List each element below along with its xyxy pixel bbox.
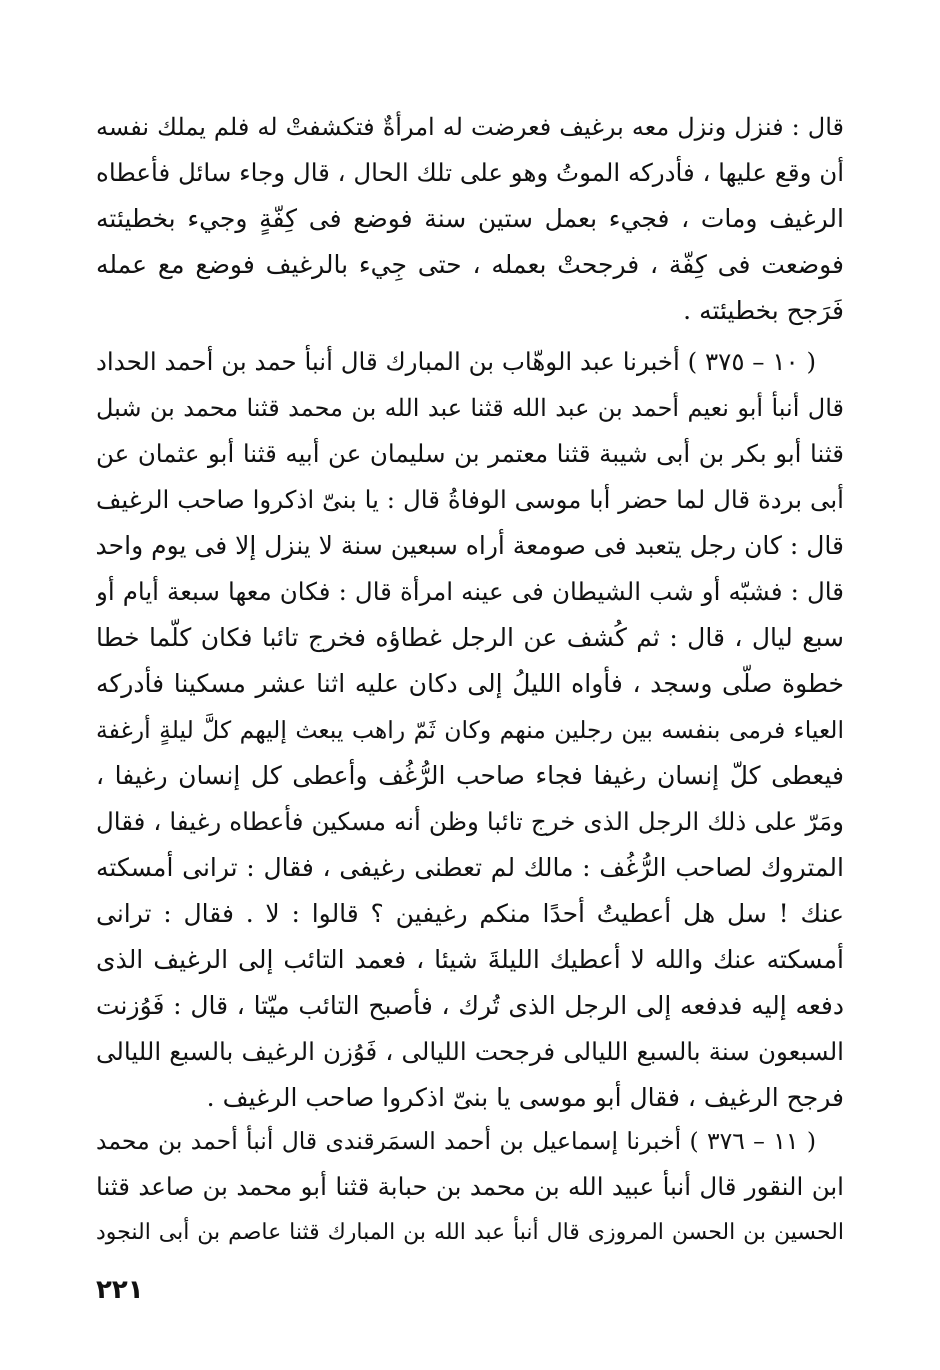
text-line: فرجح الرغيف ، فقال أبو موسى يا بنىّ اذكروا صاحب الرغيف . [206,1083,844,1112]
text-line: سبع ليال ، قال : ثم كُشف عن الرجل غطاؤه فخرج تائبا فكان كلّما خطا [96,623,844,652]
text-line: فوضعت فى كِفّة ، فرجحتْ بعمله ، حتى جِيء بالرغيف فوضع مع عمله [96,250,844,279]
text-line: فَرَجح بخطيئته . [683,296,844,325]
text-line: ( ١١ – ٣٧٦ ) أخبرنا إسماعيل بن أحمد السمَرقندى قال أنبأ أحمد بن محمد [96,1127,816,1155]
text-line: قال : فنزل ونزل معه برغيف فعرضت له امرأةٌ فتكشفتْ له فلم يملك نفسه [96,113,844,141]
text-line: فيعطى كلّ إنسان رغيفا فجاء صاحب الرُّغُف وأعطى كل إنسان رغيفا ، [96,761,844,790]
text-line: ابن النقور قال أنبأ عبيد الله بن محمد بن حبابة قثنا أبو محمد بن صاعد قثنا [96,1172,844,1201]
text-line: ومَرّ على ذلك الرجل الذى خرج تائبا وظن أنه مسكين فأعطاه رغيفا ، فقال [96,807,844,836]
text-line: أمسكته عنك والله لا أعطيك الليلةَ شيئا ، فعمد التائب إلى الرغيف الذى [96,945,844,974]
text-line: العياء فرمى بنفسه بين رجلين منهم وكان ثَمّ راهب يبعث إليهم كلَّ ليلةٍ أرغفة [96,716,844,744]
text-line: عنك ! سل هل أعطيتُ أحدًا منكم رغيفين ؟ قالوا : لا . فقال : ترانى [96,899,844,928]
text-line: أن وقع عليها ، فأدركه الموتُ وهو على تلك الحال ، قال وجاء سائل فأعطاه [96,158,844,187]
text-line: خطوة صلّى وسجد ، فأواه الليلُ إلى دكان عليه اثنا عشر مسكينا فأدركه [96,669,844,698]
text-line: المتروك لصاحب الرُّغُف : مالك لم تعطنى رغيفى ، فقال : ترانى أمسكته [96,853,844,882]
text-line: قثنا أبو بكر بن أبى شيبة قثنا معتمر بن سليمان عن أبيه قثنا أبو عثمان عن [96,439,844,468]
text-line: قال : كان رجل يتعبد فى صومعة أراه سبعين سنة لا ينزل إلا فى يوم واحد [96,531,844,560]
text-line: أبى بردة قال لما حضر أبا موسى الوفاةُ قال : يا بنىّ اذكروا صاحب الرغيف [96,485,844,514]
text-line: الرغيف ومات ، فجيء بعمل ستين سنة فوضع فى كِفّةٍ وجيء بخطيئته [96,204,844,233]
text-line: دفعه إليه فدفعه إلى الرجل الذى تُرك ، فأصبح التائب ميّتا ، قال : فَوُزنت [96,991,844,1020]
text-line: السبعون سنة بالسبع الليالى فرجحت الليالى ، فَوُزن الرغيف بالسبع الليالى [96,1037,844,1066]
text-line: ( ١٠ – ٣٧٥ ) أخبرنا عبد الوهّاب بن المبارك قال أنبأ حمد بن أحمد الحداد [96,347,817,376]
text-line: قال : فشبّه أو شب الشيطان فى عينه امرأة قال : فكان معها سبعة أيام أو [96,577,844,606]
text-line: قال أنبأ أبو نعيم أحمد بن عبد الله قثنا عبد الله بن محمد قثنا محمد بن شبل [96,394,844,422]
page-number: ٢٢١ [96,1275,144,1305]
text-line: الحسين بن الحسن المروزى قال أنبأ عبد الله بن المبارك قثنا عاصم بن أبى النجود [96,1220,844,1245]
